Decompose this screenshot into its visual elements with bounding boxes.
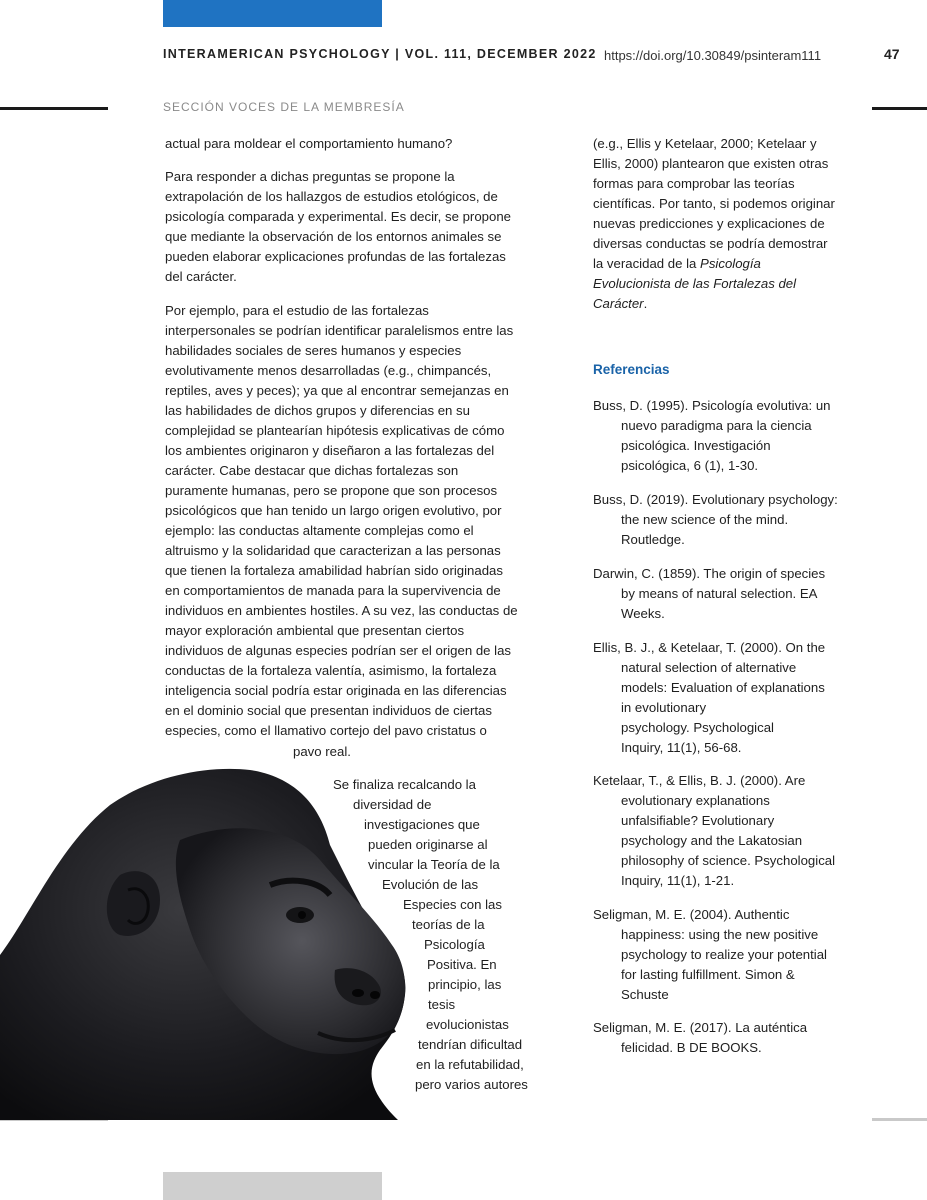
- reference-line: psicológica, 6 (1), 1-30.: [621, 458, 759, 473]
- reference-entry: [593, 564, 825, 624]
- wrapped-text-line: pueden originarse al: [368, 837, 488, 852]
- text-line: del carácter.: [165, 269, 237, 284]
- text-line: carácter. Cabe destacar que dichas fortalezas son: [165, 463, 459, 478]
- reference-line: for lasting fulfillment. Simon &: [621, 967, 795, 982]
- text-line: especies, como el llamativo cortejo del pavo cristatus o: [165, 723, 487, 738]
- header-rule-right: [872, 107, 927, 110]
- reference-line: Ketelaar, T., & Ellis, B. J. (2000). Are: [593, 773, 806, 788]
- wrapped-text-line: Evolución de las: [382, 877, 479, 892]
- top-accent-bar: [163, 0, 382, 27]
- references-title: Referencias: [593, 362, 670, 377]
- tail-italic-2: Evolucionista de las Fortalezas del: [593, 276, 797, 291]
- wrapped-text-line: en la refutabilidad,: [416, 1057, 524, 1072]
- text-line: actual para moldear el comportamiento humano?: [165, 136, 453, 151]
- gorilla-image: [0, 765, 420, 1120]
- reference-line: happiness: using the new positive: [621, 927, 819, 942]
- wrapped-text-line: Psicología: [424, 937, 485, 952]
- bottom-accent-bar: [163, 1172, 382, 1200]
- reference-entry: [593, 905, 827, 1005]
- text-line: las habilidades de dichos grupos y diferencias en su: [165, 403, 470, 418]
- footer-rule-right: [872, 1118, 927, 1121]
- wrapped-text-line: evolucionistas: [426, 1017, 509, 1032]
- reference-line: Buss, D. (2019). Evolutionary psychology:: [593, 492, 838, 507]
- reference-entry: [593, 490, 838, 550]
- reference-entry: [593, 771, 835, 891]
- reference-entry: [593, 638, 825, 758]
- text-line: pueden elaborar explicaciones profundas de las fortalezas: [165, 249, 506, 264]
- text-line: interpersonales se podrían identificar paralelismos entre las: [165, 323, 514, 338]
- wrapped-text-line: Positiva. En: [427, 957, 497, 972]
- text-line: puramente humanas, pero se propone que son procesos: [165, 483, 498, 498]
- wrapped-text-line: vincular la Teoría de la: [368, 857, 500, 872]
- text-line: reptiles, aves y peces); ya que al encontrar semejanzas en: [165, 383, 509, 398]
- text-line: mayor exploración ambiental que presentan ciertos: [165, 623, 465, 638]
- text-line: los ambientes originaron y diseñaron a las fortalezas del: [165, 443, 495, 458]
- left-paragraph-1: [165, 134, 452, 154]
- text-line: ejemplo: las conductas altamente complejas como el: [165, 523, 474, 538]
- right-paragraph-1: [593, 134, 835, 314]
- reference-line: in evolutionary: [621, 700, 707, 715]
- tail-prefix: la veracidad de la: [593, 256, 701, 271]
- text-line: individuos en ambientes hostiles. A su vez, las conductas de: [165, 603, 518, 618]
- text-line: que tienen la fortaleza amabilidad habrían sido originadas: [165, 563, 503, 578]
- wrapped-text-line: Especies con las: [403, 897, 502, 912]
- text-line: diversas conductas se podría demostrar: [593, 236, 828, 251]
- reference-line: Darwin, C. (1859). The origin of species: [593, 566, 826, 581]
- text-line: altruismo y la solidaridad que caracterizan a las personas: [165, 543, 501, 558]
- reference-line: nuevo paradigma para la ciencia: [621, 418, 812, 433]
- reference-line: unfalsifiable? Evolutionary: [621, 813, 775, 828]
- reference-line: Buss, D. (1995). Psicología evolutiva: un: [593, 398, 831, 413]
- page-number: 47: [884, 46, 900, 62]
- left-paragraph-3: [165, 301, 518, 741]
- wrapped-text-line: diversidad de: [353, 797, 432, 812]
- right-paragraph-1-tail: [593, 254, 835, 274]
- right-paragraph-1-end-line: [593, 294, 835, 314]
- text-line: psicología comparada y experimental. Es decir, se propone: [165, 209, 511, 224]
- text-line: conductas de la fortaleza valentía, asimismo, la fortaleza: [165, 663, 497, 678]
- text-line: que mediante la observación de los entornos animales se: [165, 229, 502, 244]
- reference-line: Routledge.: [621, 532, 685, 547]
- right-paragraph-1-italic-line: [593, 274, 835, 294]
- text-line: nuevas predicciones y explicaciones de: [593, 216, 825, 231]
- wrapped-text-line: principio, las: [428, 977, 502, 992]
- reference-line: models: Evaluation of explanations: [621, 680, 825, 695]
- text-line: Para responder a dichas preguntas se propone la: [165, 169, 455, 184]
- text-line: Ellis, 2000) plantearon que existen otras: [593, 156, 829, 171]
- text-line: individuos de algunas especies podrían ser el origen de las: [165, 643, 512, 658]
- reference-entry: [593, 1018, 807, 1058]
- left-paragraph-3-last-line: pavo real.: [293, 744, 351, 759]
- reference-line: psicológica. Investigación: [621, 438, 771, 453]
- reference-line: Schuste: [621, 987, 669, 1002]
- tail-end: .: [643, 296, 648, 311]
- reference-line: the new science of the mind.: [621, 512, 789, 527]
- reference-line: psychology. Psychological: [621, 720, 774, 735]
- reference-line: Ellis, B. J., & Ketelaar, T. (2000). On the: [593, 640, 826, 655]
- text-line: extrapolación de los hallazgos de estudios etológicos, de: [165, 189, 498, 204]
- wrapped-text-line: tendrían dificultad: [418, 1037, 523, 1052]
- text-line: complejidad se plantearían hipótesis explicativas de cómo: [165, 423, 505, 438]
- reference-line: by means of natural selection. EA: [621, 586, 818, 601]
- text-line: en el dominio social que presentan individuos de ciertas: [165, 703, 492, 718]
- reference-line: psychology and the Lakatosian: [621, 833, 803, 848]
- text-line: científicas. Por tanto, si podemos originar: [593, 196, 835, 211]
- text-line: psicológicos que han tenido un largo origen evolutivo, por: [165, 503, 502, 518]
- text-line: evolutivamente menos desarrolladas (e.g., chimpancés,: [165, 363, 492, 378]
- text-line: habilidades sociales de seres humanos y especies: [165, 343, 462, 358]
- doi-link[interactable]: https://doi.org/10.30849/psinteram111: [604, 48, 822, 63]
- journal-title: INTERAMERICAN PSYCHOLOGY | VOL. 111, DECEMBER 2022: [163, 47, 597, 61]
- reference-line: evolutionary explanations: [621, 793, 770, 808]
- section-title: SECCIÓN VOCES DE LA MEMBRESÍA: [163, 100, 405, 114]
- wrapped-text-line: investigaciones que: [364, 817, 480, 832]
- reference-line: Inquiry, 11(1), 56-68.: [621, 740, 742, 755]
- reference-line: natural selection of alternative: [621, 660, 797, 675]
- text-line: formas para comprobar las teorías: [593, 176, 795, 191]
- reference-line: Weeks.: [621, 606, 665, 621]
- reference-line: Seligman, M. E. (2017). La auténtica: [593, 1020, 808, 1035]
- text-line: en comportamientos de manada para la supervivencia de: [165, 583, 501, 598]
- text-line: Por ejemplo, para el estudio de las fortalezas: [165, 303, 429, 318]
- left-paragraph-2: [165, 167, 511, 287]
- reference-entry: [593, 396, 831, 476]
- reference-line: Inquiry, 11(1), 1-21.: [621, 873, 735, 888]
- wrapped-text-line: pero varios autores: [415, 1077, 528, 1092]
- wrapped-text-line: tesis: [428, 997, 456, 1012]
- tail-italic-3: Carácter: [593, 296, 644, 311]
- reference-line: psychology to realize your potential: [621, 947, 827, 962]
- wrapped-text-line: Se finaliza recalcando la: [333, 777, 476, 792]
- reference-line: Seligman, M. E. (2004). Authentic: [593, 907, 790, 922]
- reference-line: philosophy of science. Psychological: [621, 853, 836, 868]
- reference-line: felicidad. B DE BOOKS.: [621, 1040, 762, 1055]
- tail-italic-1: Psicología: [700, 256, 761, 271]
- header-rule-left: [0, 107, 108, 110]
- wrapped-text-line: teorías de la: [412, 917, 485, 932]
- text-line: (e.g., Ellis y Ketelaar, 2000; Ketelaar y: [593, 136, 817, 151]
- text-line: inteligencia social podría estar originada en las diferencias: [165, 683, 507, 698]
